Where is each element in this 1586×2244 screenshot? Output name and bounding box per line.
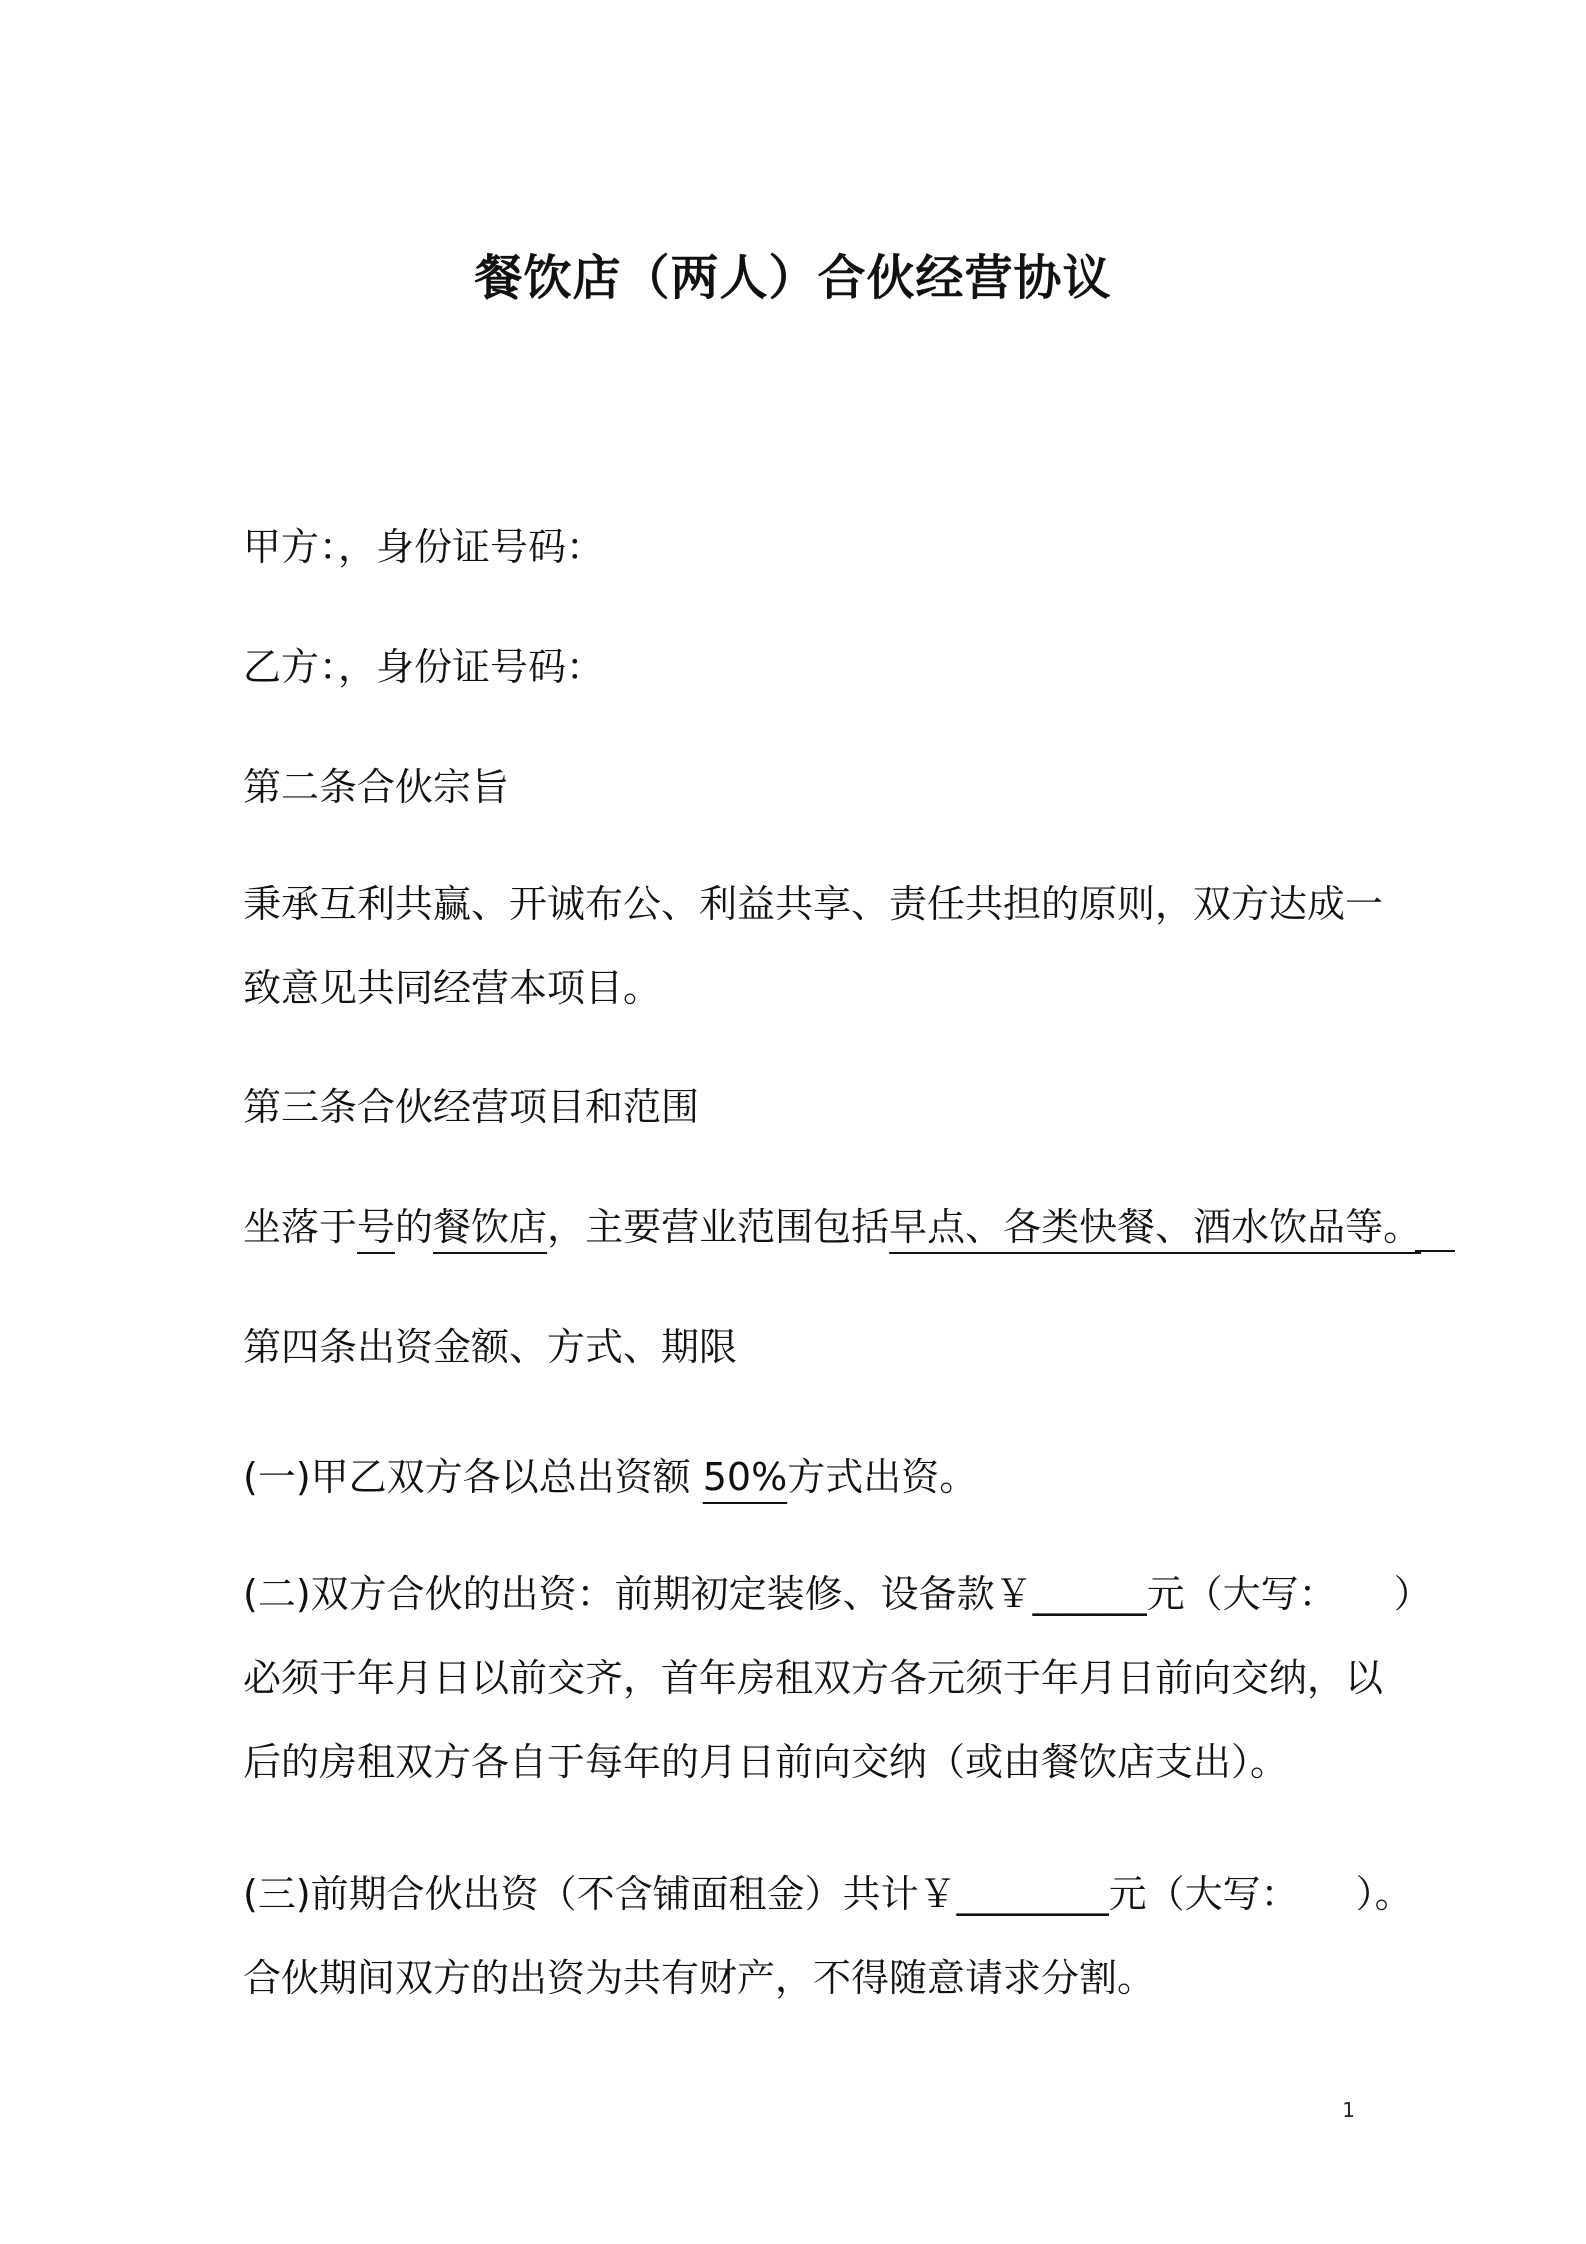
article-2-body-line-2: 致意见共同经营本项目。: [243, 966, 662, 1010]
clause-2: [243, 1552, 1432, 1804]
clause-3: [243, 1852, 1413, 2020]
address-number-blank: 号: [357, 1205, 396, 1249]
article-2-body-line-1: 秉承互利共赢、开诚布公、利益共享、责任共担的原则，双方达成一: [243, 882, 1384, 926]
party-b-line: 乙方：，身份证号码：: [243, 645, 605, 689]
investment-ratio-blank: 50%: [702, 1455, 788, 1499]
article-3-prefix: 坐落于: [243, 1205, 358, 1249]
article-2-heading: 第二条合伙宗旨: [243, 765, 510, 809]
document-title: 餐饮店（两人）合伙经营协议: [474, 250, 1112, 306]
clause-2-line-3: 后的房租双方各自于每年的月日前向交纳（或由餐饮店支出）。: [243, 1740, 1289, 1784]
clause-1: [243, 1450, 1373, 1504]
clause-1-prefix: (一)甲乙双方各以总出资额: [243, 1455, 703, 1499]
clause-2-line-2: 必须于年月日以前交齐，首年房租双方各元须于年月日前向交纳，以: [243, 1656, 1384, 1700]
article-3-heading: 第三条合伙经营项目和范围: [243, 1085, 700, 1129]
page-number: 1: [1342, 2098, 1355, 2122]
clause-2-line-1: (二)双方合伙的出资：前期初定装修、设备款￥______元（大写： ）: [243, 1572, 1432, 1616]
article-3-mid-1: 的: [395, 1205, 434, 1249]
article-3-body: [243, 1200, 1422, 1254]
article-2-body: [243, 862, 1384, 1030]
store-name-blank: 餐饮店: [433, 1205, 548, 1249]
clause-3-line-2: 合伙期间双方的出资为共有财产，不得随意请求分割。: [243, 1956, 1156, 2000]
clause-1-suffix: 方式出资。: [787, 1455, 978, 1499]
article-3-mid-2: ，主要营业范围包括: [547, 1205, 890, 1249]
business-scope-blank: 早点、各类快餐、酒水饮品等。: [889, 1205, 1422, 1249]
blank-underline-extension: [1415, 1249, 1455, 1252]
clause-3-line-1: (三)前期合伙出资（不含铺面租金）共计￥________元（大写： ）。: [243, 1872, 1413, 1916]
article-4-heading: 第四条出资金额、方式、期限: [243, 1325, 738, 1369]
party-a-line: 甲方：，身份证号码：: [243, 525, 605, 569]
